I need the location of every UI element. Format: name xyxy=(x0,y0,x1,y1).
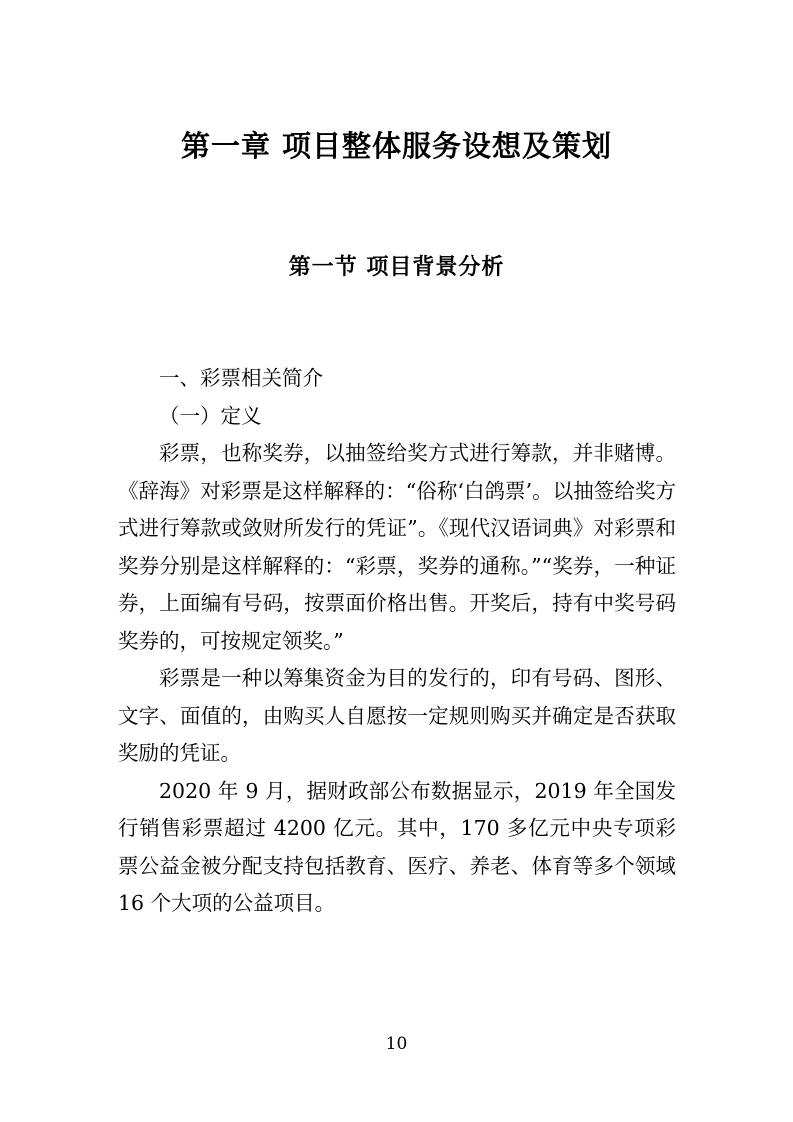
paragraph-definition: 彩票，也称奖券，以抽签给奖方式进行筹款，并非赌博。《辞海》对彩票是这样解释的：“俗称‘白鸽票’。以抽签给奖方式进行筹款或敛财所发行的凭证”。《现代汉语词典》对彩票和奖券分别是这样解释的：“彩票，奖券的通称。”“奖券，一种证券，上面编有号码，按票面价格出售。开奖后，持有中奖号码奖券的，可按规定领奖。” xyxy=(118,441,676,653)
heading-level-2: （一）定义 xyxy=(159,403,262,428)
chapter-title: 第一章 项目整体服务设想及策划 xyxy=(180,129,613,163)
page-number: 10 xyxy=(385,1034,408,1054)
section-title: 第一节 项目背景分析 xyxy=(288,255,505,280)
paragraph-statistics: 2020 年 9 月，据财政部公布数据显示，2019 年全国发行销售彩票超过 4200 亿元。其中，170 多亿元中央专项彩票公益金被分配支持包括教育、医疗、养老、体育等多个领域 16 个大项的公益项目。 xyxy=(118,778,676,915)
paragraph-description: 彩票是一种以筹集资金为目的发行的，印有号码、图形、文字、面值的，由购买人自愿按一定规则购买并确定是否获取奖励的凭证。 xyxy=(118,666,676,765)
heading-level-1: 一、彩票相关简介 xyxy=(159,366,323,390)
body-text xyxy=(118,360,676,923)
